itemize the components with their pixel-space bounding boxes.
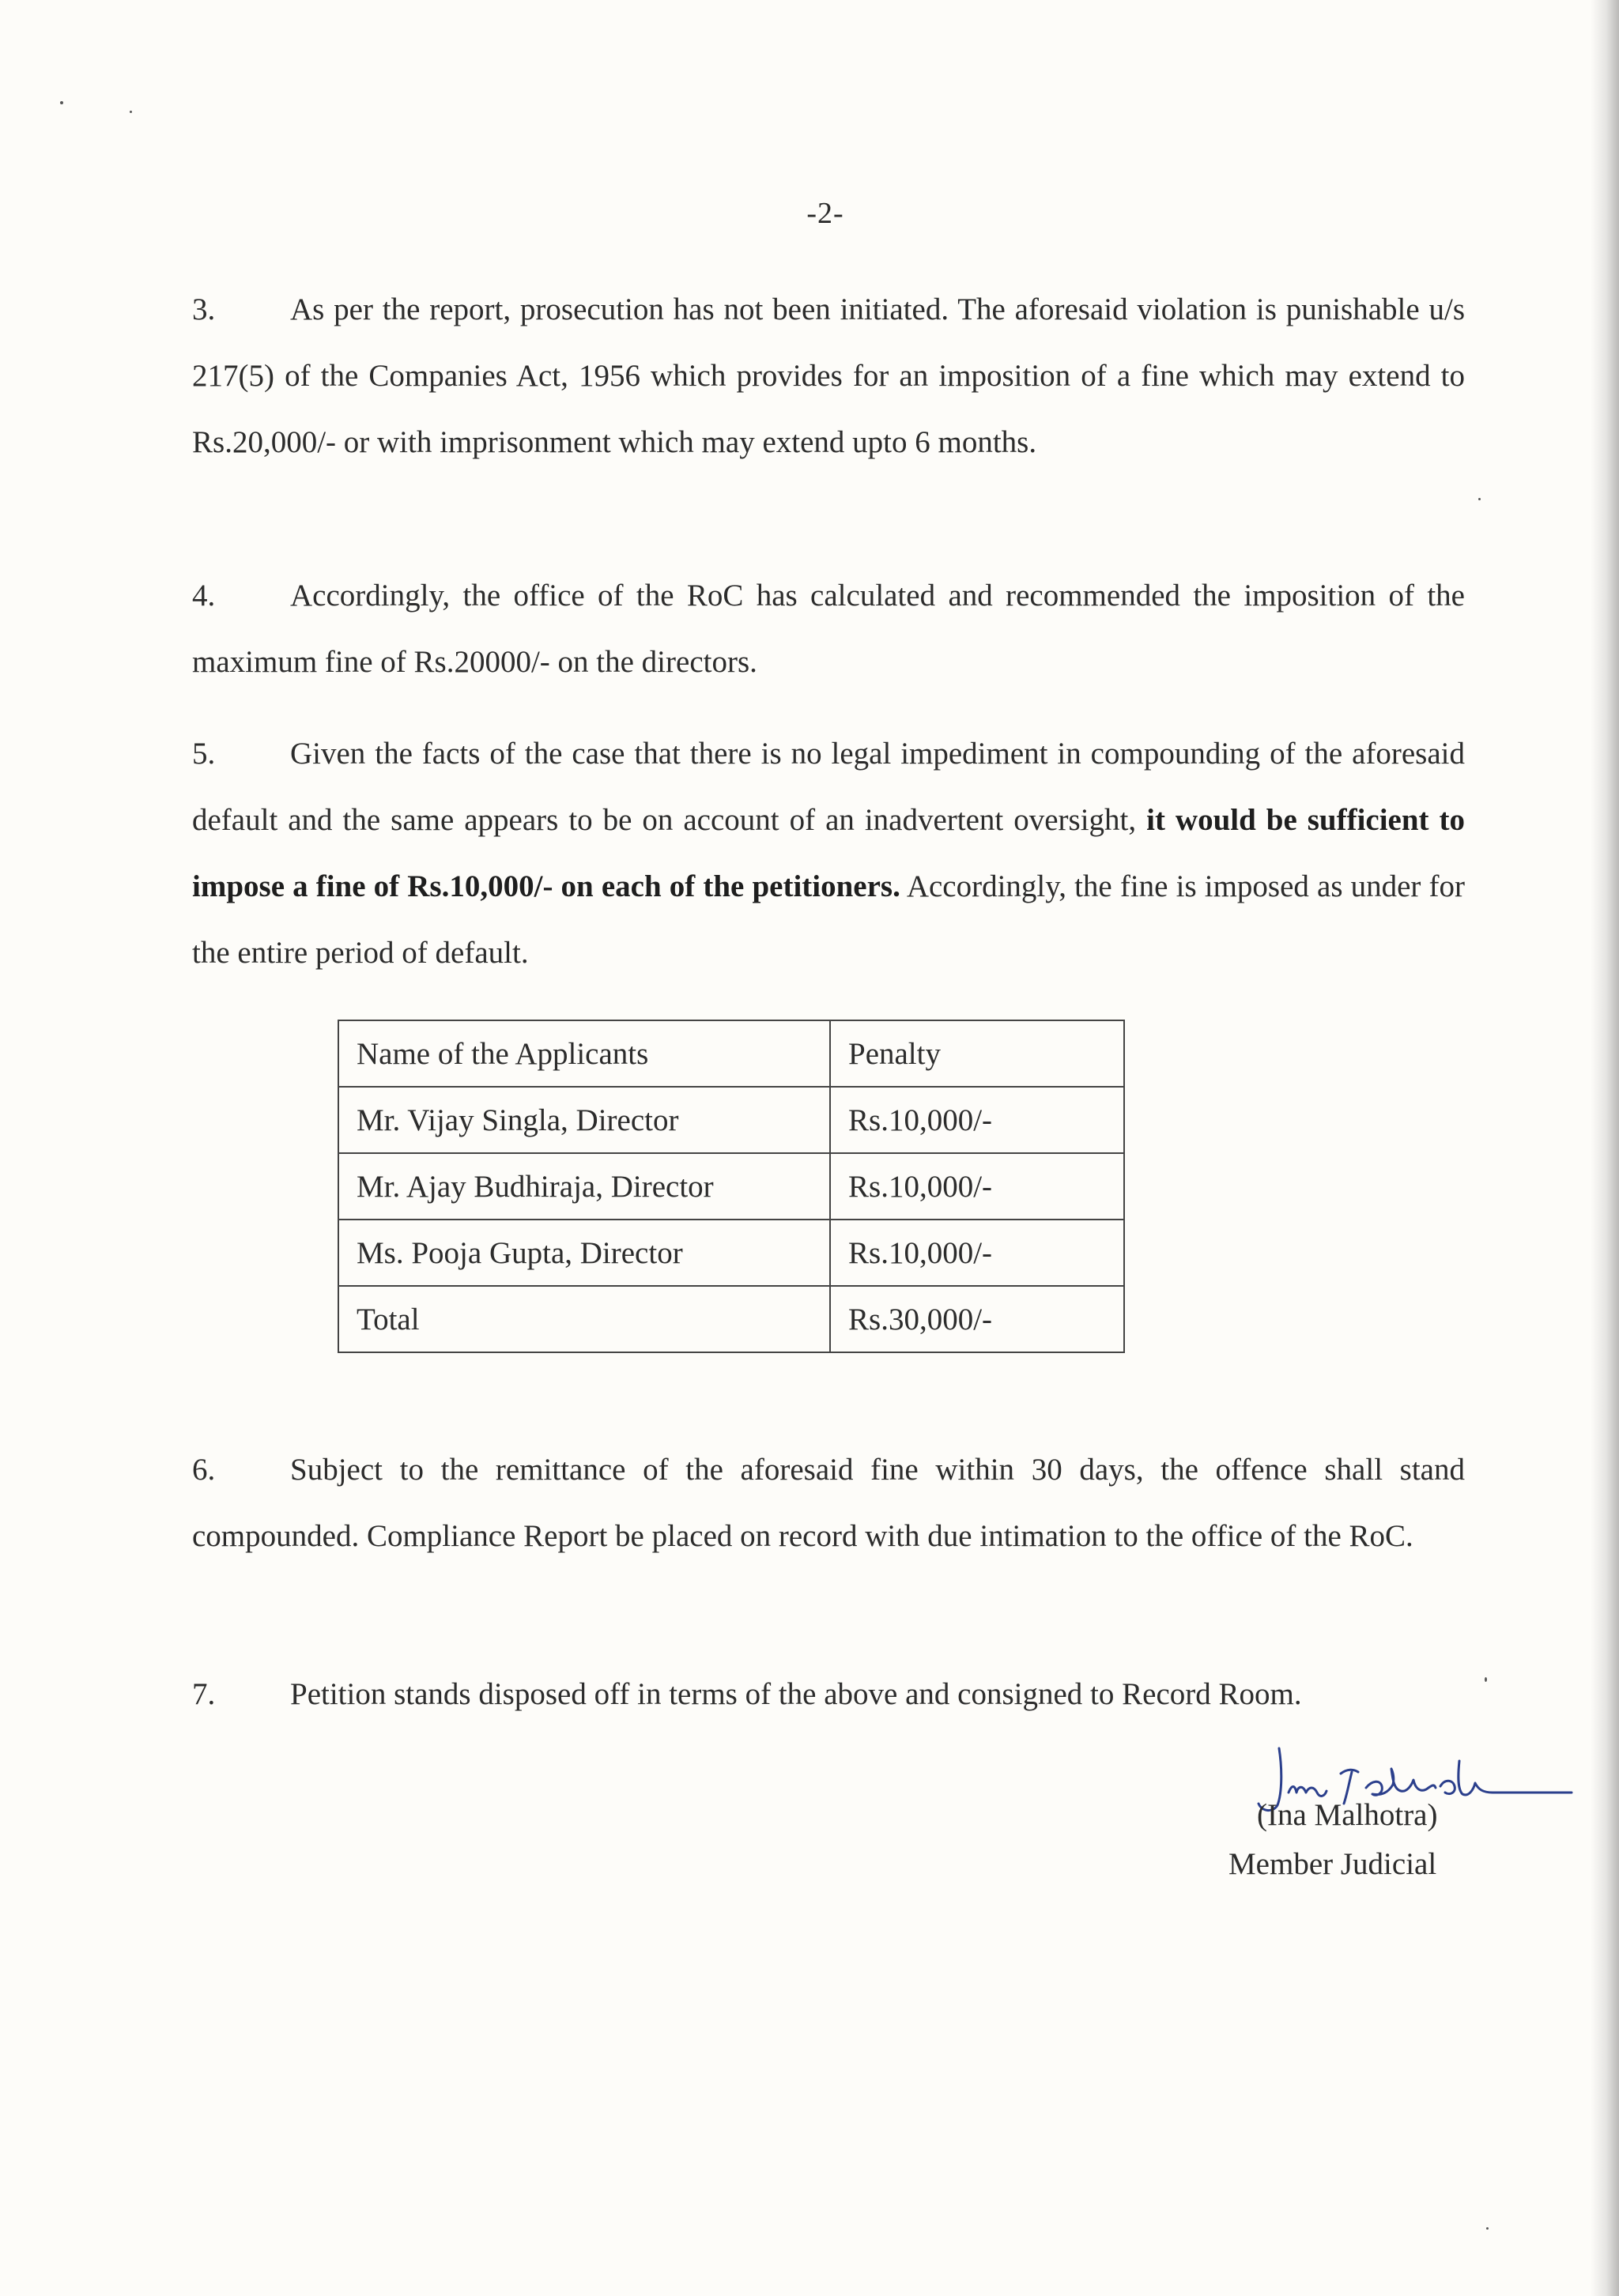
scan-speck [1486, 2227, 1489, 2230]
penalty-cell: Rs.10,000/- [830, 1220, 1124, 1286]
table-row [338, 1087, 1124, 1153]
paragraph-3 [192, 277, 1465, 476]
paragraph-number: 5. [192, 737, 216, 771]
scan-speck [1485, 1677, 1487, 1682]
scan-speck [1478, 498, 1481, 500]
table-total-row [338, 1286, 1124, 1352]
signatory-name: (Ina Malhotra) [1257, 1798, 1438, 1832]
table-header-row [338, 1020, 1124, 1087]
paragraph-number: 4. [192, 579, 216, 613]
column-header-applicants: Name of the Applicants [338, 1020, 830, 1087]
penalty-cell: Rs.10,000/- [830, 1153, 1124, 1220]
paragraph-text: Accordingly, the fine is imposed as under for the entire period of default. [192, 869, 1465, 970]
scan-speck [130, 111, 132, 113]
total-label-cell: Total [338, 1286, 830, 1352]
paragraph-text: Petition stands disposed off in terms of the above and consigned to Record Room. [290, 1677, 1302, 1711]
paragraph-text: As per the report, prosecution has not been initiated. The aforesaid violation is punishable u/s 217(5) of the Companies Act, 1956 which provides for an imposition of a fine which may extend to Rs.20,000/- or with imprisonment which may extend upto 6 months. [192, 292, 1465, 459]
paragraph-5 [192, 721, 1465, 986]
paragraph-text: Given the facts of the case that there is no legal impediment in compounding of the aforesaid default and the same appears to be on account of an inadvertent oversight, [192, 737, 1465, 837]
scan-speck [60, 101, 63, 104]
penalty-cell: Rs.10,000/- [830, 1087, 1124, 1153]
applicant-name-cell: Mr. Ajay Budhiraja, Director [338, 1153, 830, 1220]
table-row [338, 1220, 1124, 1286]
total-penalty-cell: Rs.30,000/- [830, 1286, 1124, 1352]
paragraph-text: Subject to the remittance of the aforesaid fine within 30 days, the offence shall stand compounded. Compliance Report be placed on record with due intimation to the office of the RoC. [192, 1453, 1465, 1553]
page-number: -2- [806, 197, 844, 230]
paragraph-7 [192, 1661, 1465, 1728]
signatory-title: Member Judicial [1228, 1847, 1437, 1881]
paragraph-text: Accordingly, the office of the RoC has calculated and recommended the imposition of the maximum fine of Rs.20000/- on the directors. [192, 579, 1465, 679]
table-row [338, 1153, 1124, 1220]
applicant-name-cell: Ms. Pooja Gupta, Director [338, 1220, 830, 1286]
paragraph-number: 6. [192, 1453, 216, 1487]
paragraph-emphasis: it would be sufficient to impose a fine of Rs.10,000/- on each of the petitioners. [192, 803, 1466, 903]
paragraph-number: 3. [192, 292, 216, 326]
penalty-table [338, 1020, 1125, 1353]
paragraph-6 [192, 1437, 1465, 1570]
column-header-penalty: Penalty [830, 1020, 1124, 1087]
paragraph-4 [192, 563, 1465, 696]
paragraph-number: 7. [192, 1677, 216, 1711]
applicant-name-cell: Mr. Vijay Singla, Director [338, 1087, 830, 1153]
scan-edge-shadow [1591, 0, 1619, 2296]
